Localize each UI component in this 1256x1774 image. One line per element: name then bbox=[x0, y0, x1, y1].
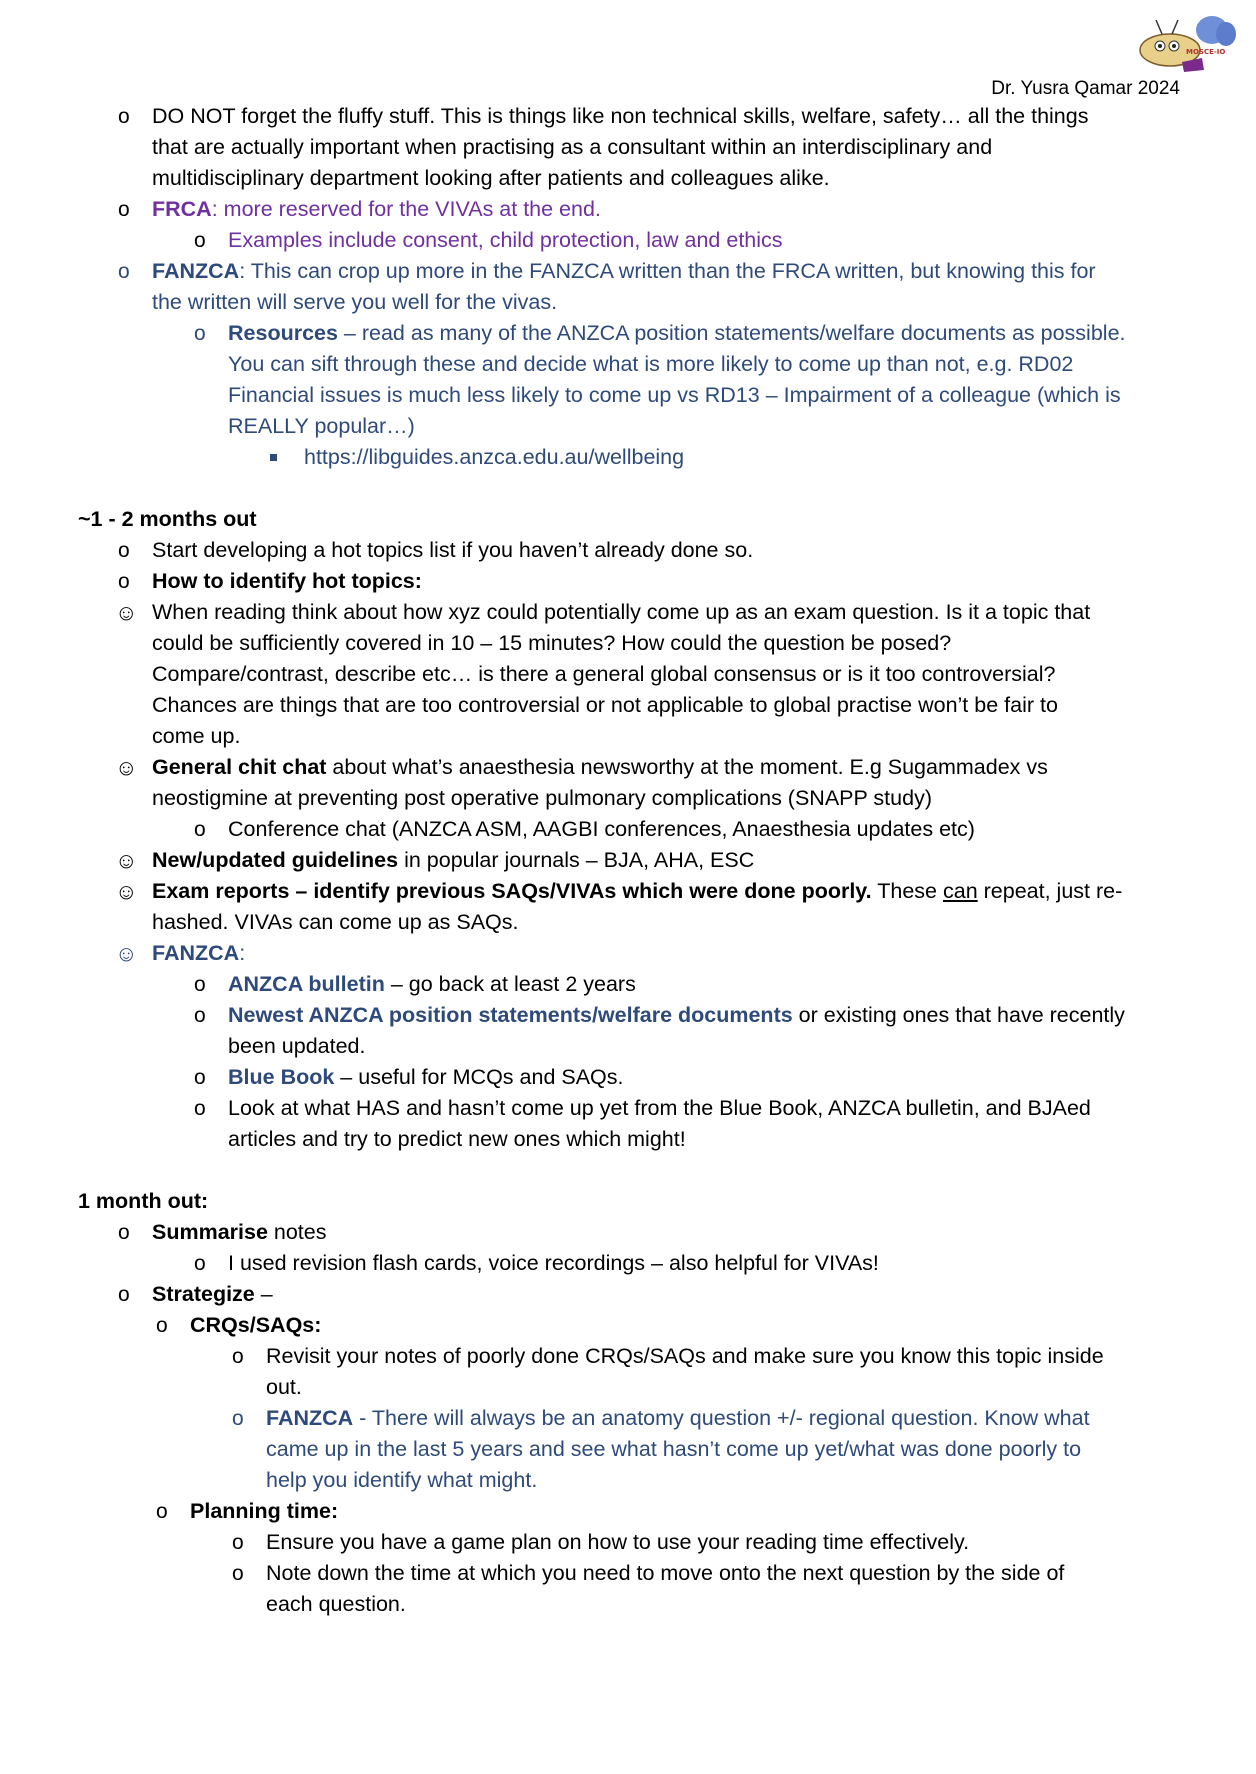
anatomy-text: - There will always be an anatomy question +/- regional question. Know what bbox=[353, 1406, 1090, 1430]
smiley-icon: ☺ bbox=[115, 600, 138, 625]
circle-bullet: o bbox=[156, 1314, 168, 1337]
position-statements-text: or existing ones that have recently bbox=[792, 1003, 1125, 1027]
resources-label: Resources bbox=[228, 321, 338, 345]
crq-heading: CRQs/SAQs: bbox=[190, 1313, 322, 1337]
fanzca-colon: : bbox=[239, 941, 246, 965]
summarise-label: Summarise bbox=[152, 1220, 268, 1244]
resources-line-4: REALLY popular…) bbox=[228, 414, 415, 438]
circle-bullet: o bbox=[194, 322, 206, 345]
revisit-line-2: out. bbox=[266, 1375, 302, 1399]
wellbeing-link[interactable]: https://libguides.anzca.edu.au/wellbeing bbox=[304, 445, 685, 469]
fanzca-label: FANZCA bbox=[152, 259, 240, 283]
circle-bullet: o bbox=[118, 198, 130, 221]
chit-chat-text: about what’s anaesthesia newsworthy at the moment. E.g Sugammadex vs bbox=[326, 755, 1048, 779]
conference-chat: Conference chat (ANZCA ASM, AAGBI conferences, Anaesthesia updates etc) bbox=[228, 817, 975, 841]
resources-line-1 bbox=[228, 318, 1126, 349]
anatomy-line-1 bbox=[266, 1403, 1090, 1434]
smiley-icon: ☺ bbox=[115, 755, 138, 780]
smiley-icon: ☺ bbox=[115, 848, 138, 873]
blue-book-item bbox=[228, 1062, 624, 1093]
chit-chat-line-2: neostigmine at preventing post operative pulmonary complications (SNAPP study) bbox=[152, 786, 932, 810]
chit-chat-label: General chit chat bbox=[152, 755, 327, 779]
circle-bullet: o bbox=[194, 1004, 206, 1027]
circle-bullet: o bbox=[118, 539, 130, 562]
anatomy-line-3: help you identify what might. bbox=[266, 1468, 538, 1492]
anzca-bulletin-item bbox=[228, 969, 636, 1000]
predict-line-1: Look at what HAS and hasn’t come up yet from the Blue Book, ANZCA bulletin, and BJAed bbox=[228, 1096, 1091, 1120]
guidelines-text: in popular journals – BJA, AHA, ESC bbox=[398, 848, 755, 872]
heading-1-2-months: ~1 - 2 months out bbox=[78, 507, 257, 531]
fanzca-hot-label: FANZCA bbox=[152, 941, 240, 965]
circle-bullet: o bbox=[118, 105, 130, 128]
anzca-bulletin-label: ANZCA bulletin bbox=[228, 972, 385, 996]
note-time-line-2: each question. bbox=[266, 1592, 406, 1616]
smiley-icon: ☺ bbox=[115, 879, 138, 904]
circle-bullet: o bbox=[118, 260, 130, 283]
circle-bullet: o bbox=[156, 1500, 168, 1523]
strategize-text: – bbox=[254, 1282, 273, 1306]
circle-bullet: o bbox=[232, 1407, 244, 1430]
fluffy-line-3: multidisciplinary department looking after patients and colleagues alike. bbox=[152, 166, 830, 190]
smiley-icon: ☺ bbox=[115, 941, 138, 966]
flash-cards-item: I used revision flash cards, voice recordings – also helpful for VIVAs! bbox=[228, 1251, 879, 1275]
circle-bullet: o bbox=[232, 1531, 244, 1554]
author-header: Dr. Yusra Qamar 2024 bbox=[991, 78, 1180, 99]
guidelines-line bbox=[152, 845, 754, 876]
circle-bullet: o bbox=[194, 818, 206, 841]
fanzca-text: : This can crop up more in the FANZCA written than the FRCA written, but knowing this for bbox=[239, 259, 1096, 283]
frca-label: FRCA bbox=[152, 197, 212, 221]
anatomy-line-2: came up in the last 5 years and see what hasn’t come up yet/what was done poorly to bbox=[266, 1437, 1082, 1461]
summarise-item bbox=[152, 1217, 327, 1248]
position-statements-line-2: been updated. bbox=[228, 1034, 366, 1058]
fluffy-line-1: DO NOT forget the fluffy stuff. This is things like non technical skills, welfare, safety… all the things bbox=[152, 104, 1089, 128]
game-plan-item: Ensure you have a game plan on how to use your reading time effectively. bbox=[266, 1530, 970, 1554]
circle-bullet: o bbox=[118, 1283, 130, 1306]
hot-topics-start: Start developing a hot topics list if you haven’t already done so. bbox=[152, 538, 754, 562]
circle-bullet: o bbox=[118, 1221, 130, 1244]
fanzca-line-2: the written will serve you well for the vivas. bbox=[152, 290, 558, 314]
heading-1-month: 1 month out: bbox=[78, 1189, 209, 1213]
note-time-line-1: Note down the time at which you need to move onto the next question by the side of bbox=[266, 1561, 1065, 1585]
circle-bullet: o bbox=[194, 973, 206, 996]
blue-book-text: – useful for MCQs and SAQs. bbox=[334, 1065, 624, 1089]
strategize-item bbox=[152, 1279, 273, 1310]
square-bullet bbox=[270, 454, 277, 461]
position-statements-line-1 bbox=[228, 1000, 1125, 1031]
circle-bullet: o bbox=[194, 1066, 206, 1089]
resources-line-2: You can sift through these and decide what is more likely to come up than not, e.g. RD02 bbox=[228, 352, 1074, 376]
circle-bullet: o bbox=[194, 1252, 206, 1275]
fanzca-heading bbox=[152, 938, 245, 969]
summarise-text: notes bbox=[267, 1220, 327, 1244]
frca-line bbox=[152, 194, 601, 225]
strategize-label: Strategize bbox=[152, 1282, 255, 1306]
reading-line-2: could be sufficiently covered in 10 – 15 minutes? How could the question be posed? bbox=[152, 631, 952, 655]
how-to-identify: How to identify hot topics: bbox=[152, 569, 422, 593]
fanzca-line-1 bbox=[152, 256, 1096, 287]
anatomy-fanzca-label: FANZCA bbox=[266, 1406, 354, 1430]
planning-heading: Planning time: bbox=[190, 1499, 339, 1523]
mosce-logo bbox=[1132, 12, 1238, 74]
fluffy-line-2: that are actually important when practising as a consultant within an interdisciplinary and bbox=[152, 135, 993, 159]
guidelines-label: New/updated guidelines bbox=[152, 848, 399, 872]
exam-reports-text-a: These bbox=[871, 879, 943, 903]
predict-line-2: articles and try to predict new ones which might! bbox=[228, 1127, 686, 1151]
chit-chat-line-1 bbox=[152, 752, 1048, 783]
reading-line-3: Compare/contrast, describe etc… is there a general global consensus or is it too controversial? bbox=[152, 662, 1056, 686]
circle-bullet: o bbox=[232, 1345, 244, 1368]
anzca-bulletin-text: – go back at least 2 years bbox=[384, 972, 636, 996]
exam-reports-line-1 bbox=[152, 876, 1122, 907]
reading-line-5: come up. bbox=[152, 724, 241, 748]
exam-reports-line-2: hashed. VIVAs can come up as SAQs. bbox=[152, 910, 519, 934]
frca-sub-item: Examples include consent, child protection, law and ethics bbox=[228, 228, 783, 252]
resources-line-3: Financial issues is much less likely to come up vs RD13 – Impairment of a colleague (which is bbox=[228, 383, 1121, 407]
frca-text: : more reserved for the VIVAs at the end. bbox=[211, 197, 601, 221]
circle-bullet: o bbox=[194, 229, 206, 252]
blue-book-label: Blue Book bbox=[228, 1065, 335, 1089]
circle-bullet: o bbox=[118, 570, 130, 593]
reading-line-4: Chances are things that are too controversial or not applicable to global practise won’t be fair to bbox=[152, 693, 1058, 717]
exam-reports-underlined: can bbox=[942, 879, 978, 903]
position-statements-label: Newest ANZCA position statements/welfare documents bbox=[228, 1003, 793, 1027]
exam-reports-label: Exam reports – identify previous SAQs/VIVAs which were done poorly. bbox=[152, 879, 872, 903]
svg-text:MOSCE-IO: MOSCE-IO bbox=[1186, 48, 1226, 56]
resources-text: – read as many of the ANZCA position statements/welfare documents as possible. bbox=[337, 321, 1126, 345]
exam-reports-text-b: repeat, just re- bbox=[977, 879, 1123, 903]
revisit-line-1: Revisit your notes of poorly done CRQs/SAQs and make sure you know this topic inside bbox=[266, 1344, 1104, 1368]
circle-bullet: o bbox=[194, 1097, 206, 1120]
circle-bullet: o bbox=[232, 1562, 244, 1585]
reading-line-1: When reading think about how xyz could potentially come up as an exam question. Is it a topic that bbox=[152, 600, 1091, 624]
